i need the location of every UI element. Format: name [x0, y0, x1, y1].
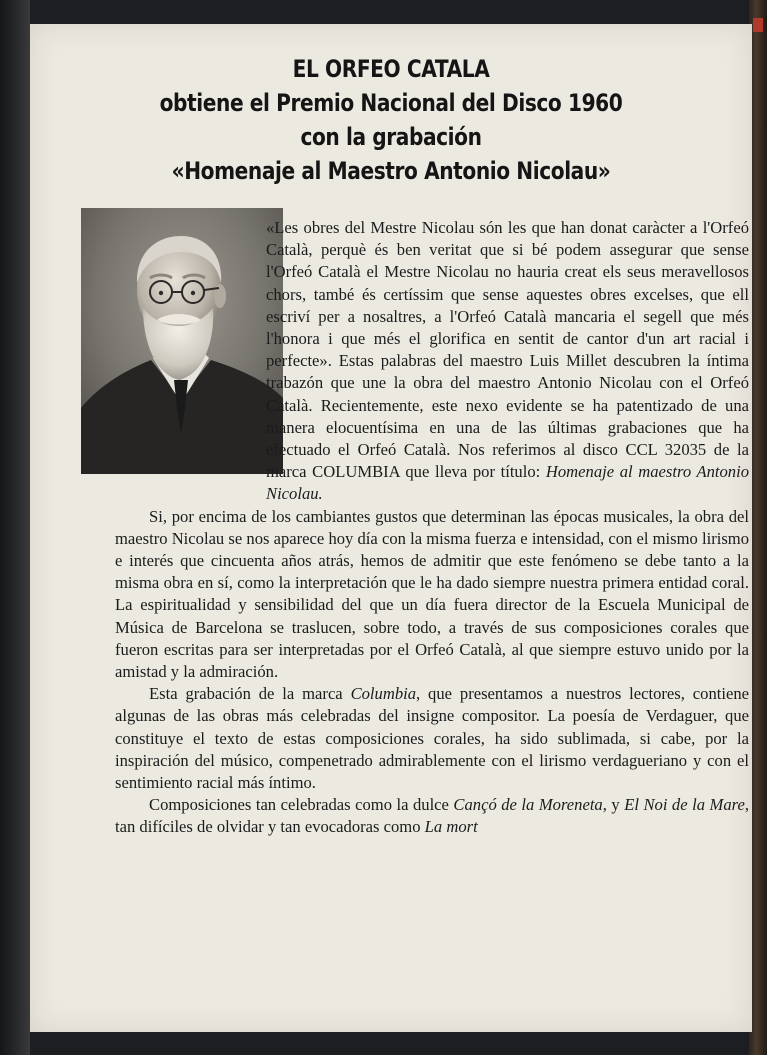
song-title-1: Cançó de la Moreneta [453, 795, 603, 815]
photo-wrap-space [83, 217, 266, 501]
song-title-2: El Noi de la Mare [624, 795, 745, 815]
paragraph-4 [115, 794, 749, 838]
paragraph-1-text: Estas palabras del maestro Luis Millet descubren la íntima trabazón que une la obra del maestro Antonio Nicolau con el Orfeó Català. Recientemente, este nexo evidente se ha patentizado de una manera elocuentísima en una de las últimas grabaciones que ha efectuado el Orfeó Català. Nos referimos al disco CCL 32035 de la marca COLUMBIA que lleva por título: [266, 351, 749, 482]
title-line-2: obtiene el Premio Nacional del Disco 1960 [159, 89, 623, 117]
brand-name: Columbia [350, 684, 417, 704]
paragraph-3 [115, 683, 749, 794]
title-line-1: EL ORFEO CATALA [292, 55, 490, 83]
paragraph-1-quote: «Les obres del Mestre Nicolau són les que han donat caràcter a l'Orfeó Català, perquè és ben veritat que si bé podem assegurar que sense l'Orfeó Català el Mestre Nicolau no hauria creat els seus meravellosos chors, també és certíssim que sense aquestes obres excelses, que ell escriví per a nosaltres, a l'Orfeó Català mancaria el segell que més l'honora i que més el glorifica en sentit de cantor d'un art racial i perfecte». [266, 218, 749, 371]
paragraph-4-before: Composiciones tan celebradas como la dulce [149, 795, 454, 815]
article-body [115, 217, 749, 839]
title-line-4: «Homenaje al Maestro Antonio Nicolau» [171, 157, 611, 185]
paragraph-2: Si, por encima de los cambiantes gustos que determinan las épocas musicales, la obra del maestro Nicolau se nos aparece hoy día con la misma fuerza e intensidad, con el mismo lirismo e interés que cincuenta años atrás, hemos de admitir que este fenómeno se debe tanto a la misma obra en sí, como la interpretación que le ha dado siempre nuestra primera entidad coral. La espiritualidad y sensibilidad del que un día fuera director de la Escuela Municipal de Música de Barcelona se traslucen, sobre todo, a través de sus composiciones corales que fueron escritas para ser interpretadas por el Orfeó Català, al que siempre estuvo unido por la amistad y la admiración. [115, 506, 749, 682]
paragraph-4-mid2: , tan difíciles de olvidar y tan evocadoras como [115, 795, 749, 837]
magazine-page [30, 24, 752, 1032]
title-line-3: con la grabación [300, 123, 482, 151]
article-title [30, 52, 752, 188]
album-title: Homenaje al maestro Antonio Nicolau. [266, 462, 749, 504]
song-title-3: La mort [424, 817, 478, 837]
book-binding [0, 0, 30, 1055]
paragraph-3-after: , que presentamos a nuestros lectores, contiene algunas de las obras más celebradas del insigne compositor. La poesía de Verdaguer, que constituye el texto de estas composiciones corales, ha sido sublimada, si cabe, por la inspiración del músico, compenetrado admirablemente con el lirismo verdagueriano y con el sentimiento racial más íntimo. [115, 684, 749, 793]
paragraph-3-before: Esta grabación de la marca [149, 684, 351, 704]
paragraph-4-mid: , y [602, 795, 625, 815]
